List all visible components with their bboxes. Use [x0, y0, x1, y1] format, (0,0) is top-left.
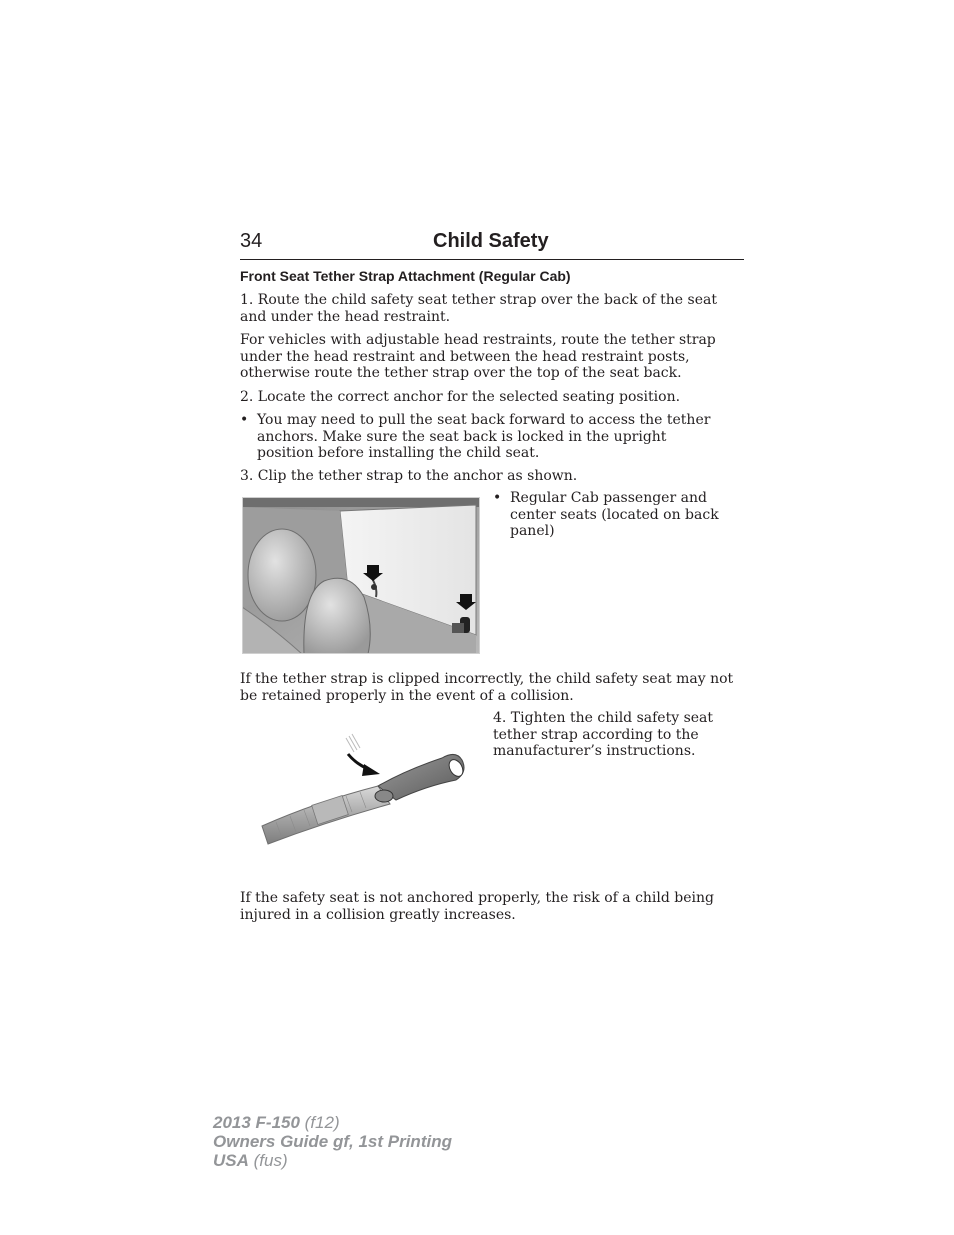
page-title: Child Safety	[433, 230, 549, 252]
step-1-text: 1. Route the child safety seat tether strap over the back of the seat and under the head restraint.	[240, 292, 717, 325]
bullet-regular-cab-text: Regular Cab passenger and center seats (located on back panel)	[510, 490, 719, 539]
page-number: 34	[240, 230, 263, 252]
tether-anchor-illustration	[242, 497, 480, 654]
anchor-warning-text: If the safety seat is not anchored properly, the risk of a child being injured in a collision greatly increases.	[240, 890, 714, 923]
footer-guide: Owners Guide gf, 1st Printing	[213, 1132, 452, 1151]
bullet-seat-back-text: You may need to pull the seat back forward to access the tether anchors. Make sure the seat back is locked in the upright position before installing the child seat.	[257, 412, 711, 461]
step-3-text: 3. Clip the tether strap to the anchor as shown.	[240, 468, 578, 484]
adjustable-head-restraint-text: For vehicles with adjustable head restraints, route the tether strap under the head restraint and between the head restraint posts, otherwise route the tether strap over the top of the seat back.	[240, 332, 716, 381]
bullet-marker: •	[493, 490, 502, 506]
document-footer	[213, 1113, 452, 1170]
tether-clip-warning-text: If the tether strap is clipped incorrectly, the child safety seat may not be retained properly in the event of a collision.	[240, 671, 734, 704]
tether-strap-tighten-illustration	[256, 730, 476, 846]
step-2-text: 2. Locate the correct anchor for the selected seating position.	[240, 389, 681, 405]
footer-model: 2013 F-150	[213, 1113, 300, 1132]
page-header	[240, 229, 744, 260]
bullet-marker: •	[240, 412, 249, 428]
footer-market-code: (fus)	[248, 1151, 288, 1170]
footer-market: USA	[213, 1151, 249, 1170]
section-heading: Front Seat Tether Strap Attachment (Regular Cab)	[240, 268, 571, 284]
step-4-text: 4. Tighten the child safety seat tether strap according to the manufacturer’s instructions.	[493, 710, 714, 759]
footer-model-code: (f12)	[299, 1113, 340, 1132]
